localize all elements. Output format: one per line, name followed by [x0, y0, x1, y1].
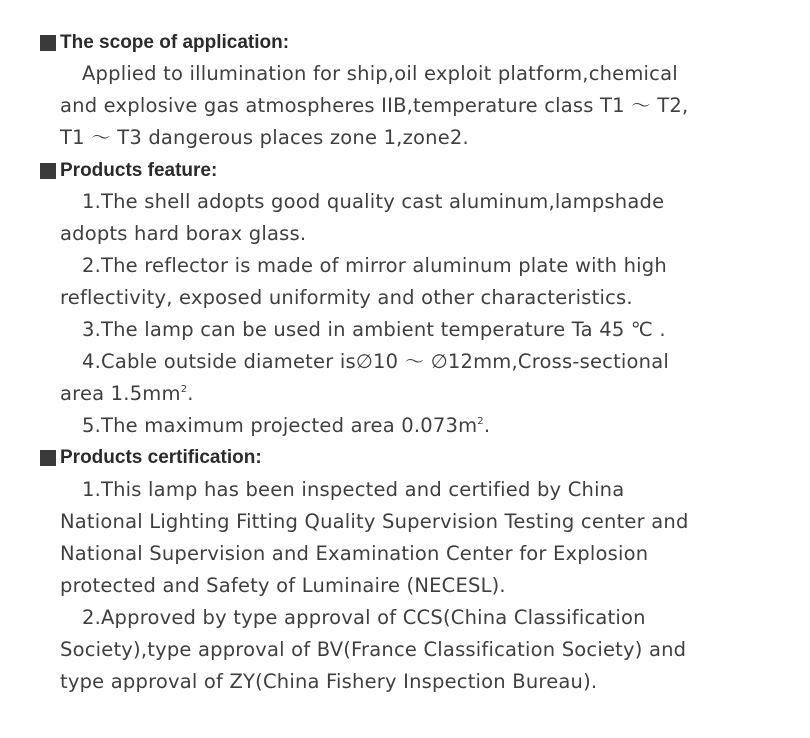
paragraph-line: reflectivity, exposed uniformity and other characteristics.: [60, 286, 633, 309]
superscript: 2: [180, 384, 188, 395]
square-bullet-icon: [40, 163, 56, 179]
heading-products-feature: [40, 157, 217, 185]
superscript: 2: [477, 416, 484, 427]
heading-text: Products feature:: [60, 160, 218, 181]
line-text: 5.The maximum projected area 0.073m: [82, 414, 478, 437]
paragraph-line: adopts hard borax glass.: [60, 222, 307, 245]
heading-text: Products certification:: [60, 447, 262, 468]
paragraph-line: 4.Cable outside diameter is∅10 ～ ∅12mm,Cross-sectional: [82, 350, 669, 373]
paragraph-line: Applied to illumination for ship,oil exploit platform,chemical: [82, 62, 678, 85]
heading-text: The scope of application:: [60, 32, 290, 53]
line-suffix: .: [483, 414, 491, 437]
line-suffix: .: [187, 382, 194, 405]
square-bullet-icon: [40, 35, 56, 51]
paragraph-line: and explosive gas atmospheres IIB,temperature class T1 ～ T2,: [60, 94, 689, 117]
paragraph-line: 1.This lamp has been inspected and certified by China: [82, 478, 625, 501]
line-text: area 1.5mm: [60, 382, 181, 405]
square-bullet-icon: [40, 450, 56, 466]
paragraph-line: 1.The shell adopts good quality cast aluminum,lampshade: [82, 190, 665, 213]
paragraph-line: National Supervision and Examination Center for Explosion: [60, 542, 649, 565]
paragraph-line: type approval of ZY(China Fishery Inspection Bureau).: [60, 670, 598, 693]
paragraph-line: 2.The reflector is made of mirror aluminum plate with high: [82, 254, 667, 277]
paragraph-line: National Lighting Fitting Quality Supervision Testing center and: [60, 510, 689, 533]
paragraph-line: T1 ～ T3 dangerous places zone 1,zone2.: [60, 126, 469, 149]
paragraph-line: Society),type approval of BV(France Classification Society) and: [60, 638, 687, 661]
paragraph-line: 3.The lamp can be used in ambient temperature Ta 45 ℃ .: [82, 318, 666, 341]
paragraph-line: protected and Safety of Luminaire (NECESL).: [60, 574, 506, 597]
paragraph-line-projected-area: [82, 411, 782, 441]
paragraph-line: 2.Approved by type approval of CCS(China Classification: [82, 606, 646, 629]
heading-scope-of-application: [40, 29, 289, 57]
paragraph-line-area: [60, 379, 760, 409]
heading-products-certification: [40, 444, 262, 472]
